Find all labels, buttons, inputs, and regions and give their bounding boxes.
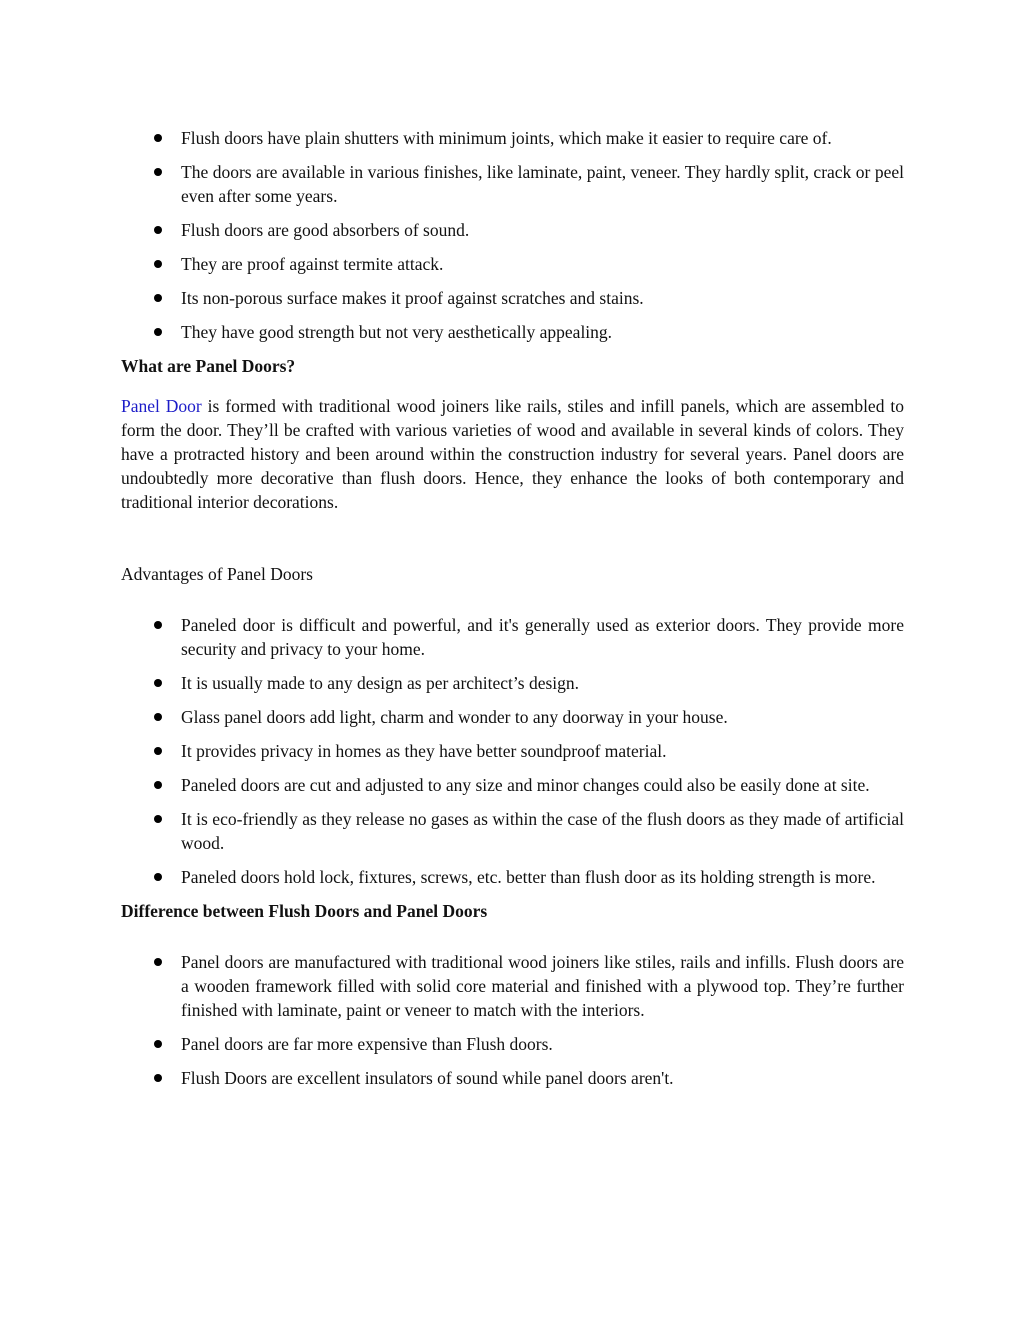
list-item-text: Paneled door is difficult and powerful, and it's generally used as exterior doors. They provide more security and privacy to your home. <box>181 615 904 659</box>
bullet-icon <box>154 958 162 966</box>
bullet-icon <box>154 226 162 234</box>
bullet-icon <box>154 873 162 881</box>
list-item <box>121 671 904 695</box>
list-item-text: Flush Doors are excellent insulators of sound while panel doors aren't. <box>181 1068 674 1088</box>
bullet-icon <box>154 168 162 176</box>
bullet-icon <box>154 294 162 302</box>
list-item <box>121 1032 904 1056</box>
list-item-text: They are proof against termite attack. <box>181 254 444 274</box>
list-item <box>121 613 904 661</box>
panel-doors-heading: What are Panel Doors? <box>121 356 296 376</box>
list-item-text: It is eco-friendly as they release no gases as within the case of the flush doors as they made of artificial wood. <box>181 809 904 853</box>
bullet-icon <box>154 781 162 789</box>
list-item <box>121 705 904 729</box>
difference-heading: Difference between Flush Doors and Panel Doors <box>121 901 488 921</box>
list-item <box>121 1066 904 1090</box>
list-item <box>121 950 904 1022</box>
flush-advantages-list <box>121 126 904 344</box>
list-item-text: It is usually made to any design as per architect’s design. <box>181 673 580 693</box>
bullet-icon <box>154 1040 162 1048</box>
bullet-icon <box>154 747 162 755</box>
list-item <box>121 160 904 208</box>
bullet-icon <box>154 621 162 629</box>
list-item-text: Flush doors have plain shutters with minimum joints, which make it easier to require care of. <box>181 128 832 148</box>
list-item <box>121 320 904 344</box>
panel-doors-body: is formed with traditional wood joiners like rails, stiles and infill panels, which are assembled to form the door. They’ll be crafted with various varieties of wood and available in several kinds of colors. They have a protracted history and been around within the construction industry for several years. Panel doors are undoubtedly more decorative than flush doors. Hence, they enhance the looks of both contemporary and traditional interior decorations. <box>121 396 904 512</box>
list-item <box>121 739 904 763</box>
document-page <box>121 126 904 1100</box>
list-item-text: They have good strength but not very aesthetically appealing. <box>181 322 613 342</box>
list-item-text: Its non-porous surface makes it proof against scratches and stains. <box>181 288 644 308</box>
list-item <box>121 126 904 150</box>
list-item <box>121 252 904 276</box>
bullet-icon <box>154 679 162 687</box>
panel-door-link[interactable]: Panel Door <box>121 396 202 416</box>
difference-list <box>121 950 904 1090</box>
list-item <box>121 286 904 310</box>
list-item-text: It provides privacy in homes as they have better soundproof material. <box>181 741 667 761</box>
list-item-text: Paneled doors are cut and adjusted to any size and minor changes could also be easily done at site. <box>181 775 870 795</box>
list-item <box>121 865 904 889</box>
list-item-text: The doors are available in various finishes, like laminate, paint, veneer. They hardly split, crack or peel even after some years. <box>181 162 904 206</box>
list-item-text: Panel doors are far more expensive than Flush doors. <box>181 1034 553 1054</box>
bullet-icon <box>154 134 162 142</box>
bullet-icon <box>154 260 162 268</box>
list-item <box>121 773 904 797</box>
panel-doors-paragraph <box>121 394 904 514</box>
panel-advantages-list <box>121 613 904 889</box>
list-item <box>121 807 904 855</box>
bullet-icon <box>154 713 162 721</box>
list-item-text: Glass panel doors add light, charm and wonder to any doorway in your house. <box>181 707 728 727</box>
bullet-icon <box>154 1074 162 1082</box>
list-item-text: Panel doors are manufactured with traditional wood joiners like stiles, rails and infills. Flush doors are a wooden framework filled with solid core material and finished with a plywood top. They’re further finished with laminate, paint or veneer to match with the interiors. <box>181 952 904 1020</box>
bullet-icon <box>154 815 162 823</box>
list-item-text: Paneled doors hold lock, fixtures, screws, etc. better than flush door as its holding strength is more. <box>181 867 876 887</box>
list-item <box>121 218 904 242</box>
panel-advantages-heading: Advantages of Panel Doors <box>121 564 313 584</box>
list-item-text: Flush doors are good absorbers of sound. <box>181 220 470 240</box>
bullet-icon <box>154 328 162 336</box>
